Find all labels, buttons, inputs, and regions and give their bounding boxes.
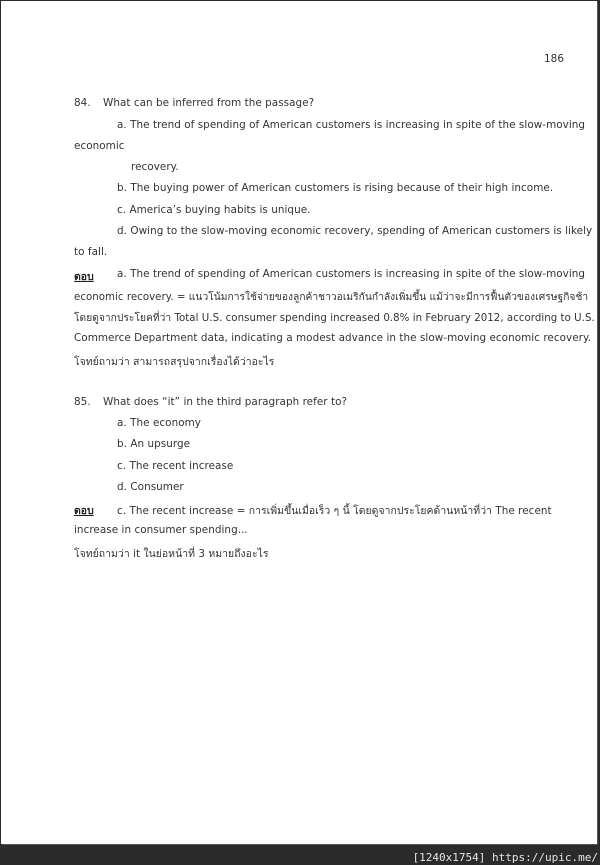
- q85-option-c: c. The recent increase: [117, 460, 234, 472]
- q84-answer: a. The trend of spending of American customers is increasing in spite of the slow-moving: [117, 268, 586, 280]
- q84-option-c: c. America’s buying habits is unique.: [117, 204, 311, 216]
- q84-number: 84.: [74, 97, 91, 109]
- q84-option-d: d. Owing to the slow-moving economic recovery, spending of American customers is likely: [117, 225, 593, 237]
- q85-option-a: a. The economy: [117, 417, 201, 429]
- q84-question: What can be inferred from the passage?: [103, 97, 315, 109]
- q85-question: What does “it” in the third paragraph refer to?: [103, 396, 348, 408]
- page-number: 186: [544, 53, 564, 65]
- q84-answer-cont3: Commerce Department data, indicating a modest advance in the slow-moving economic recovery.: [74, 332, 592, 344]
- q84-option-a-cont: economic: [74, 140, 125, 152]
- q85-option-d: d. Consumer: [117, 481, 184, 493]
- image-host-footer: [1240x1754] https://upic.me/: [412, 851, 598, 864]
- q84-option-a-cont2: recovery.: [131, 161, 179, 173]
- q84-answer-label: ตอบ: [74, 271, 94, 283]
- q84-answer-cont2: โดยดูจากประโยคที่ว่า Total U.S. consumer spending increased 0.8% in February 2012, according to U.S.: [74, 313, 595, 324]
- q85-answer-label: ตอบ: [74, 505, 94, 517]
- q85-option-b: b. An upsurge: [117, 438, 191, 450]
- q85-number: 85.: [74, 396, 91, 408]
- q85-answer-cont: increase in consumer spending...: [74, 524, 248, 536]
- q84-option-a: a. The trend of spending of American customers is increasing in spite of the slow-moving: [117, 119, 586, 131]
- q84-option-b: b. The buying power of American customers is rising because of their high income.: [117, 182, 554, 194]
- q85-explanation: โจทย์ถามว่า it ในย่อหน้าที่ 3 หมายถึงอะไร: [74, 548, 269, 560]
- document-page: [1, 1, 597, 844]
- q84-explanation: โจทย์ถามว่า สามารถสรุปจากเรื่องได้ว่าอะไร: [74, 356, 275, 368]
- q85-answer: c. The recent increase = การเพิ่มขึ้นเมื่อเร็ว ๆ นี้ โดยดูจากประโยคด้านหน้าที่ว่า The recent: [117, 505, 552, 517]
- q84-option-d-cont: to fall.: [74, 246, 108, 258]
- q84-answer-cont: economic recovery. = แนวโน้มการใช้จ่ายของลูกค้าชาวอเมริกันกำลังเพิ่มขึ้น แม้ว่าจะมีการฟื้นตัวของเศรษฐกิจช้า: [74, 292, 589, 303]
